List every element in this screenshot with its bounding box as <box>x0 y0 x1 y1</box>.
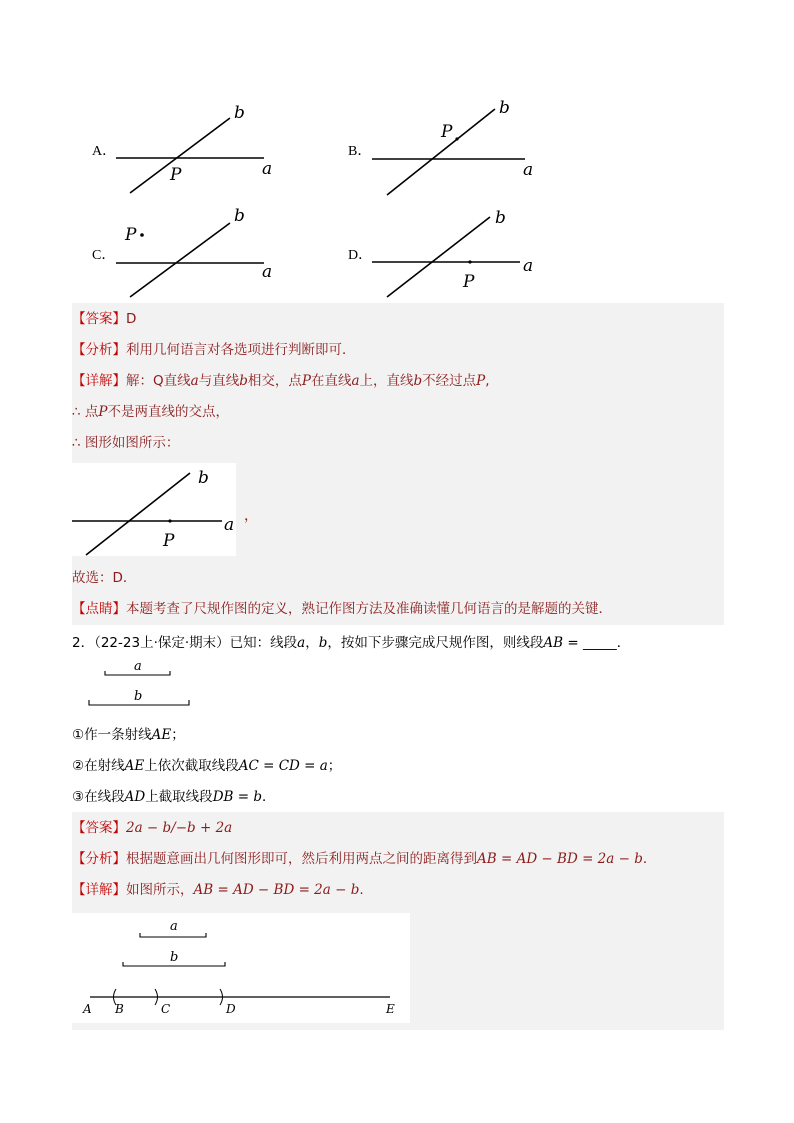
label-b: b <box>234 206 245 226</box>
label-E: E <box>386 1002 395 1016</box>
label-b: b <box>495 208 506 228</box>
q1-detail-line-2: ∴ 点P不是两直线的交点， <box>72 404 229 420</box>
option-b-figure <box>365 95 545 200</box>
seg-b-label: b <box>170 950 179 965</box>
option-c-label: C． <box>92 248 116 263</box>
label-B: B <box>115 1002 124 1016</box>
q2-answer: 【答案】2a − b/−b + 2a <box>72 820 233 836</box>
label-p: P <box>125 225 137 245</box>
label-b: b <box>234 103 245 123</box>
q1-choice: 故选：D． <box>72 570 137 586</box>
q2-step-1: ①作一条射线AE； <box>72 727 185 743</box>
label-b: b <box>198 468 209 488</box>
q2-analysis: 【分析】根据题意画出几何图形即可，然后利用两点之间的距离得到AB = AD − BD = 2a − b． <box>72 851 657 867</box>
option-a-figure <box>110 100 290 200</box>
label-b: b <box>499 98 510 118</box>
label-C: C <box>161 1002 171 1016</box>
label-a: a <box>224 515 235 535</box>
q1-answer: 【答案】D <box>72 311 137 327</box>
label-p: P <box>163 531 175 551</box>
point-p <box>468 260 471 263</box>
seg-a-label: a <box>170 919 178 934</box>
point-p <box>168 519 171 522</box>
q1-detail-line-3: ∴ 图形如图所示： <box>72 435 180 451</box>
q1-analysis: 【分析】利用几何语言对各选项进行判断即可． <box>72 342 356 358</box>
seg-b-label: b <box>134 689 143 704</box>
label-A: A <box>83 1002 92 1016</box>
q2-answer-figure-box <box>72 913 410 1023</box>
option-a-label: A． <box>92 144 117 159</box>
q2-detail: 【详解】如图所示，AB = AD − BD = 2a − b. <box>72 882 364 898</box>
q2-answer-figure <box>72 913 410 1023</box>
point-p <box>455 137 458 140</box>
option-d-label: D． <box>348 248 373 263</box>
label-a: a <box>262 262 273 282</box>
q2-step-3: ③在线段AD上截取线段DB = b． <box>72 789 276 805</box>
label-a: a <box>523 160 534 180</box>
label-p: P <box>463 272 475 292</box>
q1-figure-comma: ， <box>244 508 258 524</box>
point-p <box>140 233 144 237</box>
q1-comment: 【点睛】本题考查了尺规作图的定义，熟记作图方法及准确读懂几何语言的是解题的关键． <box>72 601 612 617</box>
option-c-figure <box>110 205 290 305</box>
line-b <box>130 223 230 297</box>
q1-detail-line-1: 【详解】解：Q直线a与直线b相交，点P在直线a上，直线b不经过点P, <box>72 373 490 389</box>
q2-question: 2．（22-23上·保定·期末）已知：线段a，b，按如下步骤完成尺规作图，则线段AB = _____． <box>72 635 631 651</box>
label-D: D <box>226 1002 236 1016</box>
label-p: P <box>441 122 453 142</box>
option-b-label: B． <box>348 144 372 159</box>
line-b <box>387 217 490 297</box>
option-d-figure <box>365 205 545 305</box>
q1-answer-figure-box <box>72 463 236 556</box>
q2-segments-figure <box>88 655 198 710</box>
label-p: P <box>170 165 182 185</box>
seg-a-label: a <box>134 659 142 674</box>
label-a: a <box>262 159 273 179</box>
q1-answer-figure <box>72 463 236 556</box>
label-a: a <box>523 256 534 276</box>
q2-step-2: ②在射线AE上依次截取线段AC = CD = a； <box>72 758 342 774</box>
